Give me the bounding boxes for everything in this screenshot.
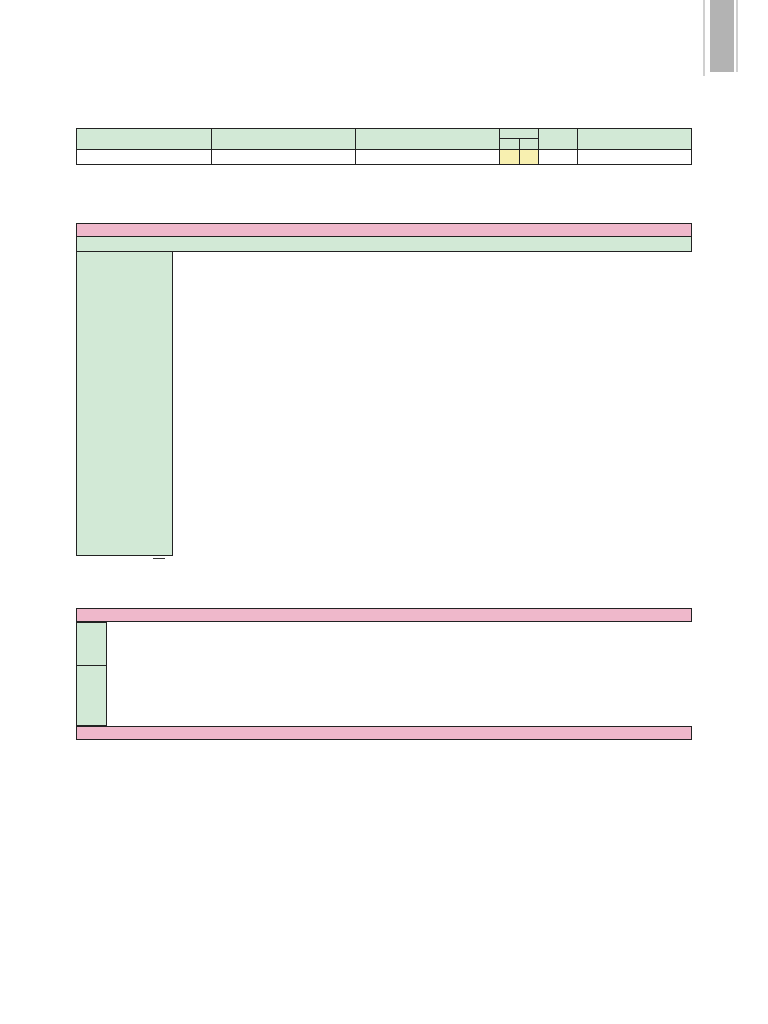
historia-clinica-header [577, 128, 692, 150]
section3-header [76, 726, 692, 740]
section1-subheader-band [76, 236, 692, 252]
page-number-tab [710, 0, 734, 72]
form-title [558, 940, 564, 952]
nombre-field[interactable] [211, 149, 356, 165]
historia-clinica-field[interactable] [577, 149, 692, 165]
vitals-chart-grid[interactable] [172, 251, 692, 556]
header-divider-right [736, 0, 738, 72]
establecimiento-header [76, 128, 212, 150]
numero-hoja-field[interactable] [538, 149, 578, 165]
ingresos-group [76, 622, 107, 666]
section2-header [76, 608, 692, 622]
establecimiento-field[interactable] [76, 149, 212, 165]
eliminaciones-group [76, 665, 107, 726]
header-divider [703, 0, 705, 76]
apellido-header [355, 128, 500, 150]
section1-header [76, 223, 692, 237]
scale-end-mark [153, 558, 165, 559]
apellido-field[interactable] [355, 149, 500, 165]
sexo-f-field[interactable] [519, 149, 539, 165]
sexo-m-field[interactable] [499, 149, 520, 165]
form-code [76, 938, 226, 952]
numero-hoja-header [538, 128, 578, 150]
vitals-scale-column [76, 251, 173, 556]
nombre-header [211, 128, 356, 150]
